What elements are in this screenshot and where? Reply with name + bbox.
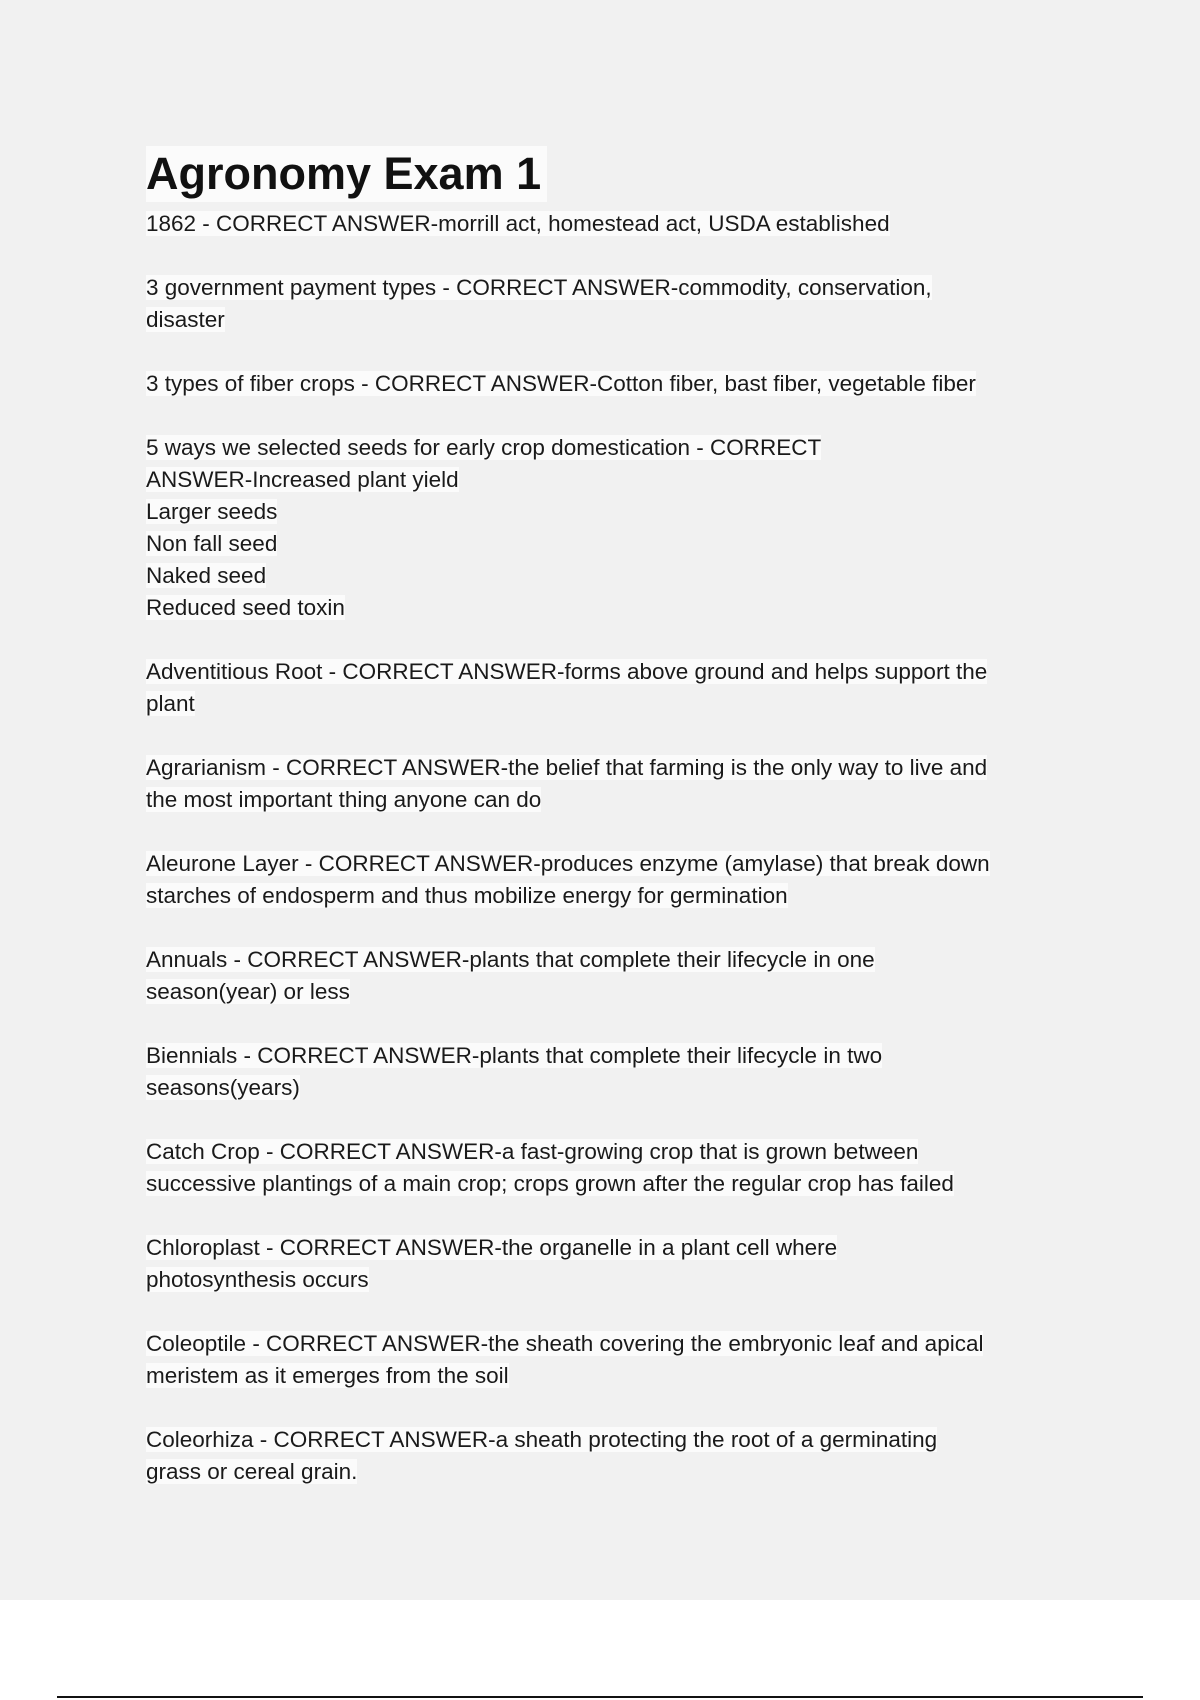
flashcard-entry [146,1328,1076,1392]
flashcard-entry [146,1136,1076,1200]
document-content [146,146,1076,1520]
entry-text-line [146,656,1076,688]
footer-rule [57,1696,1143,1698]
entry-text-line [146,528,1076,560]
flashcard-entry [146,944,1076,1008]
entry-text-line [146,1456,1076,1488]
entry-text: successive plantings of a main crop; crops grown after the regular crop has failed [146,1171,954,1196]
entry-text: 3 government payment types - CORRECT ANSWER-commodity, conservation, [146,275,932,300]
document-title: Agronomy Exam 1 [146,146,547,202]
entry-text-line [146,592,1076,624]
entry-text-line [146,1360,1076,1392]
entry-text: Biennials - CORRECT ANSWER-plants that complete their lifecycle in two [146,1043,883,1068]
entry-text-line [146,944,1076,976]
entry-text: grass or cereal grain. [146,1459,358,1484]
entry-text-line [146,1072,1076,1104]
entry-text-line [146,272,1076,304]
entry-text-line [146,368,1076,400]
flashcard-entry [146,752,1076,816]
entry-text: 3 types of fiber crops - CORRECT ANSWER-Cotton fiber, bast fiber, vegetable fiber [146,371,976,396]
entry-text: plant [146,691,195,716]
flashcard-list [146,208,1076,1488]
entry-text-line [146,1424,1076,1456]
entry-text-line [146,1232,1076,1264]
entry-text-line [146,784,1076,816]
entry-text: 5 ways we selected seeds for early crop domestication - CORRECT [146,435,822,460]
flashcard-entry [146,368,1076,400]
entry-text: Chloroplast - CORRECT ANSWER-the organelle in a plant cell where [146,1235,838,1260]
entry-text: 1862 - CORRECT ANSWER-morrill act, homestead act, USDA established [146,211,890,236]
entry-text-line [146,1264,1076,1296]
entry-text: Larger seeds [146,499,278,524]
entry-text: Annuals - CORRECT ANSWER-plants that complete their lifecycle in one [146,947,875,972]
entry-text-line [146,304,1076,336]
entry-text-line [146,976,1076,1008]
entry-text-line [146,1168,1076,1200]
flashcard-entry [146,272,1076,336]
entry-text-line [146,208,1076,240]
flashcard-entry [146,208,1076,240]
flashcard-entry [146,1424,1076,1488]
flashcard-entry [146,1040,1076,1104]
entry-text-line [146,848,1076,880]
entry-text: seasons(years) [146,1075,300,1100]
flashcard-entry [146,848,1076,912]
entry-text: Naked seed [146,563,267,588]
entry-text: Catch Crop - CORRECT ANSWER-a fast-growing crop that is grown between [146,1139,919,1164]
entry-text: meristem as it emerges from the soil [146,1363,509,1388]
entry-text: Reduced seed toxin [146,595,345,620]
entry-text: disaster [146,307,225,332]
entry-text: ANSWER-Increased plant yield [146,467,459,492]
entry-text: Coleorhiza - CORRECT ANSWER-a sheath protecting the root of a germinating [146,1427,938,1452]
entry-text: season(year) or less [146,979,350,1004]
entry-text-line [146,752,1076,784]
entry-text-line [146,1136,1076,1168]
entry-text: Coleoptile - CORRECT ANSWER-the sheath covering the embryonic leaf and apical [146,1331,984,1356]
entry-text: Agrarianism - CORRECT ANSWER-the belief that farming is the only way to live and [146,755,988,780]
entry-text-line [146,688,1076,720]
entry-text-line [146,464,1076,496]
entry-text-line [146,432,1076,464]
entry-text: the most important thing anyone can do [146,787,542,812]
flashcard-entry [146,1232,1076,1296]
entry-text: starches of endosperm and thus mobilize energy for germination [146,883,788,908]
entry-text-line [146,1040,1076,1072]
entry-text-line [146,1328,1076,1360]
entry-text: Non fall seed [146,531,278,556]
entry-text: Adventitious Root - CORRECT ANSWER-forms above ground and helps support the [146,659,988,684]
entry-text: photosynthesis occurs [146,1267,369,1292]
entry-text-line [146,880,1076,912]
entry-text: Aleurone Layer - CORRECT ANSWER-produces enzyme (amylase) that break down [146,851,990,876]
flashcard-entry [146,432,1076,624]
entry-text-line [146,560,1076,592]
entry-text-line [146,496,1076,528]
flashcard-entry [146,656,1076,720]
